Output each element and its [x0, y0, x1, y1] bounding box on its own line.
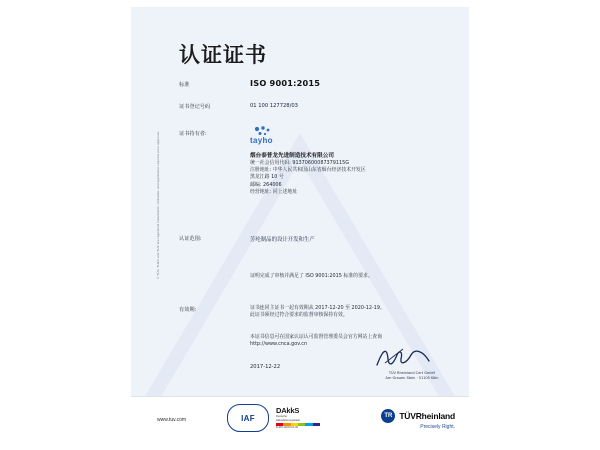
- dakks-name: DAkkS: [276, 406, 300, 416]
- scope-value: 芳纶制品的设计开发和生产: [250, 237, 315, 243]
- validity-line: 证书连同主证书一起有效期从 2017-12-20 至 2020-12-19。: [250, 305, 385, 311]
- tuv-name: TÜVRheinland: [399, 411, 455, 421]
- dakks-sub-line: Deutsche: [276, 415, 287, 419]
- issue-date: 2017-12-22: [250, 364, 281, 370]
- dakks-sub-line: Akkreditierungsstelle: [276, 418, 300, 422]
- signer-block: [367, 371, 457, 381]
- holder-address-block: [250, 160, 440, 196]
- validity-line: 此证书须经过符合要求的监督审核保持有效。: [250, 312, 348, 319]
- scope-label: 认证范围:: [179, 236, 202, 242]
- holder-line: 经营地址: 同上述地址: [250, 188, 298, 195]
- standard-label: 标准: [179, 82, 190, 88]
- company-name: 烟台泰普龙先进制造技术有限公司: [250, 153, 334, 159]
- registration-value: 01 100 127728/03: [250, 103, 298, 109]
- iaf-label: IAF: [241, 413, 255, 423]
- company-logo-text: tayho: [250, 136, 273, 145]
- certificate-sheet: [131, 7, 469, 443]
- signature-icon: [373, 343, 433, 371]
- scope-note: 证明完成了审核并满足了 ISO 9001:2015 标准的要求。: [250, 273, 373, 279]
- signer-address: Am Grauen Stein · 51105 Köln: [385, 376, 439, 380]
- registration-label: 证书登记号码: [179, 104, 211, 110]
- notice-link[interactable]: http://www.cnca.gov.cn: [250, 341, 308, 348]
- holder-line: 统一社会信用代码: 91370600087379115G: [250, 160, 350, 166]
- holder-line: 注册地址: 中华人民共和国山东省烟台经济技术开发区: [250, 167, 366, 174]
- notice-line: 本证书信息可在国家认证认可监督管理委员会官方网站上查询: [250, 334, 383, 340]
- certificate-footer: [131, 396, 469, 443]
- holder-label: 证书持有者:: [179, 131, 207, 137]
- dakks-accred-number: D-ZM-14013-01-00: [276, 426, 299, 430]
- signer-org: TÜV Rheinland Cert GmbH: [388, 371, 436, 375]
- tuv-url[interactable]: www.tuv.com: [157, 417, 187, 423]
- validity-label: 有效期:: [179, 307, 197, 313]
- dakks-logo: [276, 406, 320, 429]
- holder-line: 邮编: 264006: [250, 181, 282, 188]
- tuv-rheinland-logo: [381, 409, 455, 423]
- page-title: 认证证书: [179, 43, 267, 67]
- standard-value: ISO 9001:2015: [250, 78, 321, 88]
- certificate-content: [131, 7, 469, 443]
- copyright-sidebar-note: © TÜV, TUEV and TUV are registered trademarks. Utilisation and application requires prior approval.: [156, 131, 160, 279]
- company-logo: [250, 126, 310, 148]
- validity-block: [250, 305, 450, 320]
- iaf-logo: [227, 404, 269, 432]
- tuv-tagline: Precisely Right.: [420, 424, 455, 430]
- holder-line: 黑龙江路 10 号: [250, 174, 284, 181]
- accreditation-marks: [227, 404, 320, 432]
- tuv-mark-icon: TR: [381, 409, 395, 423]
